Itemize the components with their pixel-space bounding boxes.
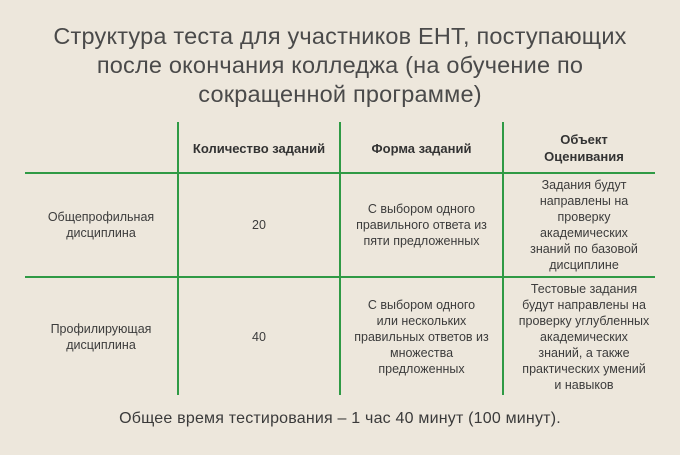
- header-form: [341, 124, 502, 172]
- row1-count-value: 20: [252, 218, 266, 232]
- header-object-line-1: Объект: [560, 132, 608, 147]
- row1-discipline: [25, 174, 177, 276]
- row1-form-line-2: правильного ответа из: [356, 218, 487, 232]
- row1-form-line-3: пяти предложенных: [363, 234, 480, 248]
- header-object: [504, 124, 664, 172]
- row2-count: [179, 278, 339, 395]
- title-line-1: Структура теста для участников ЕНТ, поступающих: [53, 23, 627, 49]
- title-line-2: после окончания колледжа (на обучение по: [96, 52, 584, 78]
- row2-object: [504, 278, 664, 395]
- total-time-note: Общее время тестирования – 1 час 40 минут (100 минут).: [119, 410, 561, 427]
- row1-form: [341, 174, 502, 276]
- row1-object-line-3: проверку: [557, 210, 611, 224]
- row2-count-value: 40: [252, 329, 266, 344]
- row2-object-line-7: и навыков: [554, 377, 614, 392]
- row1-object-line-1: Задания будут: [541, 178, 627, 192]
- row2-form-line-2: или нескольких: [376, 313, 467, 328]
- row1-object-line-4: академических: [540, 226, 628, 240]
- row1-object-line-5: знаний по базовой: [530, 242, 638, 256]
- header-form-label: Форма заданий: [371, 140, 472, 156]
- row1-object-line-2: направлены на: [539, 194, 629, 208]
- row1-object: [504, 174, 664, 276]
- row2-object-line-6: практических умений: [522, 361, 646, 376]
- title-line-3: сокращенной программе): [198, 81, 482, 107]
- row1-count: [179, 174, 339, 276]
- row2-form-line-4: множества: [389, 345, 454, 360]
- row2-object-line-4: академических: [540, 329, 628, 344]
- row1-discipline-line-2: дисциплина: [66, 226, 136, 240]
- header-object-line-2: Оценивания: [544, 149, 624, 164]
- row2-form-line-3: правильных ответов из: [354, 329, 489, 344]
- row2-form: [341, 278, 502, 395]
- row1-object-line-6: дисциплине: [549, 258, 619, 272]
- row2-object-line-2: будут направлены на: [522, 297, 646, 312]
- row2-object-line-1: Тестовые задания: [530, 281, 638, 296]
- row1-form-line-1: С выбором одного: [367, 202, 476, 216]
- row2-discipline: [25, 278, 177, 395]
- header-count: [179, 124, 339, 172]
- row2-object-line-3: проверку углубленных: [518, 313, 650, 328]
- header-count-label: Количество заданий: [192, 140, 326, 156]
- row1-discipline-line-1: Общепрофильная: [47, 210, 155, 224]
- row2-discipline-line-1: Профилирующая: [50, 321, 152, 336]
- row2-discipline-line-2: дисциплина: [66, 337, 136, 352]
- row2-object-line-5: знаний, а также: [538, 345, 630, 360]
- row2-form-line-1: С выбором одного: [367, 297, 476, 312]
- row2-form-line-5: предложенных: [378, 361, 465, 376]
